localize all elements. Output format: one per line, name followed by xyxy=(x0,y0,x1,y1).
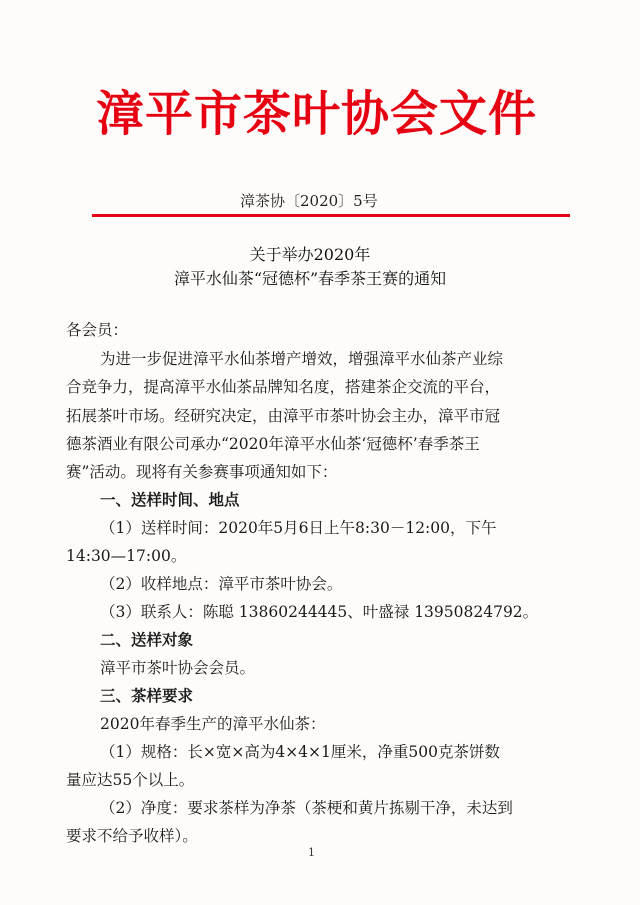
section-3-heading: 三、茶样要求 xyxy=(100,686,194,705)
section-2-heading: 二、送样对象 xyxy=(100,630,194,649)
section-1-line: （2）收样地点：漳平市茶叶协会。 xyxy=(100,575,343,593)
section-3-line: 2020年春季生产的漳平水仙茶： xyxy=(100,715,326,733)
section-2-line: 漳平市茶叶协会会员。 xyxy=(100,659,256,677)
intro-line: 德茶酒业有限公司承办“2020年漳平水仙茶‘冠德杯’春季茶王 xyxy=(66,435,480,453)
red-divider-rule xyxy=(92,214,570,217)
section-3-line: （1）规格：长×宽×高为4×4×1厘米，净重500克茶饼数 xyxy=(100,743,500,761)
notice-title-line-1: 关于举办2020年 xyxy=(249,245,371,264)
section-3-line: （2）净度：要求茶样为净茶（茶梗和黄片拣剔干净，未达到 xyxy=(100,799,513,817)
section-3-line: 要求不给予收样）。 xyxy=(66,827,198,845)
section-1-line: 14:30—17:00。 xyxy=(66,547,187,565)
section-1-line: （3）联系人：陈聪 13860244445、叶盛禄 13950824792。 xyxy=(100,603,539,621)
page-number: 1 xyxy=(308,846,315,859)
intro-line: 为进一步促进漳平水仙茶增产增效，增强漳平水仙茶产业综 xyxy=(100,350,504,368)
document-header-title: 漳平市茶叶协会文件 xyxy=(96,86,538,142)
section-1-heading: 一、送样时间、地点 xyxy=(100,490,240,509)
intro-line: 合竞争力，提高漳平水仙茶品牌知名度，搭建茶企交流的平台， xyxy=(66,378,501,396)
section-1-line: （1）送样时间：2020年5月6日上午8:30－12:00，下午 xyxy=(100,519,497,537)
intro-line: 赛”活动。现将有关参赛事项通知如下： xyxy=(66,463,338,481)
notice-title-line-2: 漳平水仙茶“冠德杯”春季茶王赛的通知 xyxy=(173,269,447,288)
section-3-line: 量应达55个以上。 xyxy=(66,771,195,789)
salutation: 各会员： xyxy=(66,321,129,339)
intro-line: 拓展茶叶市场。经研究决定，由漳平市茶叶协会主办，漳平市冠 xyxy=(66,407,501,425)
document-number: 漳茶协〔2020〕5号 xyxy=(240,192,378,210)
